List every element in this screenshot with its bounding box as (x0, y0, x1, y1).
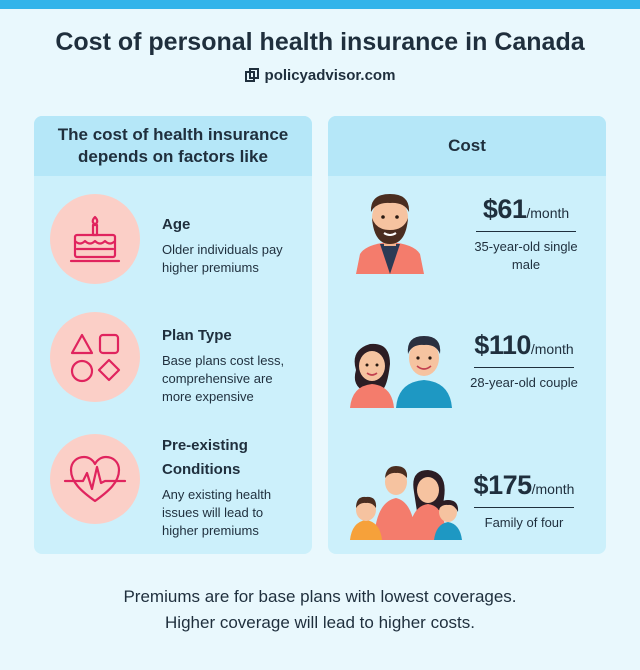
divider (474, 367, 574, 368)
factor-age (162, 213, 302, 277)
cost-panel (328, 116, 606, 554)
factor-description: Any existing health issues will lead to higher premiums (162, 487, 272, 538)
shapes-icon (65, 327, 125, 387)
couple-illustration (344, 328, 460, 408)
factor-icon-circle (50, 434, 140, 524)
price-period: /month (531, 481, 575, 497)
price-label: 28-year-old couple (470, 375, 578, 390)
price-amount: $175 (473, 470, 532, 500)
price (464, 330, 584, 361)
footnote (0, 584, 640, 636)
factor-description: Older individuals pay higher premiums (162, 242, 283, 275)
factor-name: Plan Type (162, 327, 232, 344)
price-period: /month (530, 341, 574, 357)
factor-name: Pre-existing Conditions (162, 437, 248, 478)
price-label: 35-year-old single male (474, 239, 578, 272)
footnote-line: Premiums are for base plans with lowest coverages. (123, 587, 517, 606)
price-period: /month (526, 205, 570, 221)
price (464, 470, 584, 501)
birthday-cake-icon (65, 209, 125, 269)
factors-panel (34, 116, 312, 554)
divider (474, 507, 574, 508)
divider (476, 231, 576, 232)
factor-pre-existing (162, 434, 302, 540)
brand (0, 67, 640, 84)
cost-family (464, 470, 584, 532)
page-title: Cost of personal health insurance in Canada (55, 28, 585, 56)
policyadvisor-logo-icon (245, 68, 260, 83)
factor-name: Age (162, 216, 191, 233)
price (466, 194, 586, 225)
brand-name: policyadvisor.com (264, 67, 396, 84)
factor-icon-circle (50, 312, 140, 402)
family-illustration (346, 462, 464, 540)
price-label: Family of four (484, 515, 564, 530)
factors-heading: The cost of health insurance depends on factors like (34, 116, 312, 176)
factor-plan-type (162, 324, 302, 406)
heartbeat-icon (63, 449, 127, 509)
cost-single-male (466, 194, 586, 274)
price-amount: $61 (482, 194, 527, 224)
price-amount: $110 (474, 330, 531, 360)
cost-couple (464, 330, 584, 392)
factor-description: Base plans cost less, comprehensive are more expensive (162, 353, 285, 404)
single-male-illustration (352, 188, 428, 274)
factor-icon-circle (50, 194, 140, 284)
cost-heading: Cost (328, 116, 606, 176)
footnote-line: Higher coverage will lead to higher costs. (165, 613, 475, 632)
top-accent-bar (0, 0, 640, 9)
